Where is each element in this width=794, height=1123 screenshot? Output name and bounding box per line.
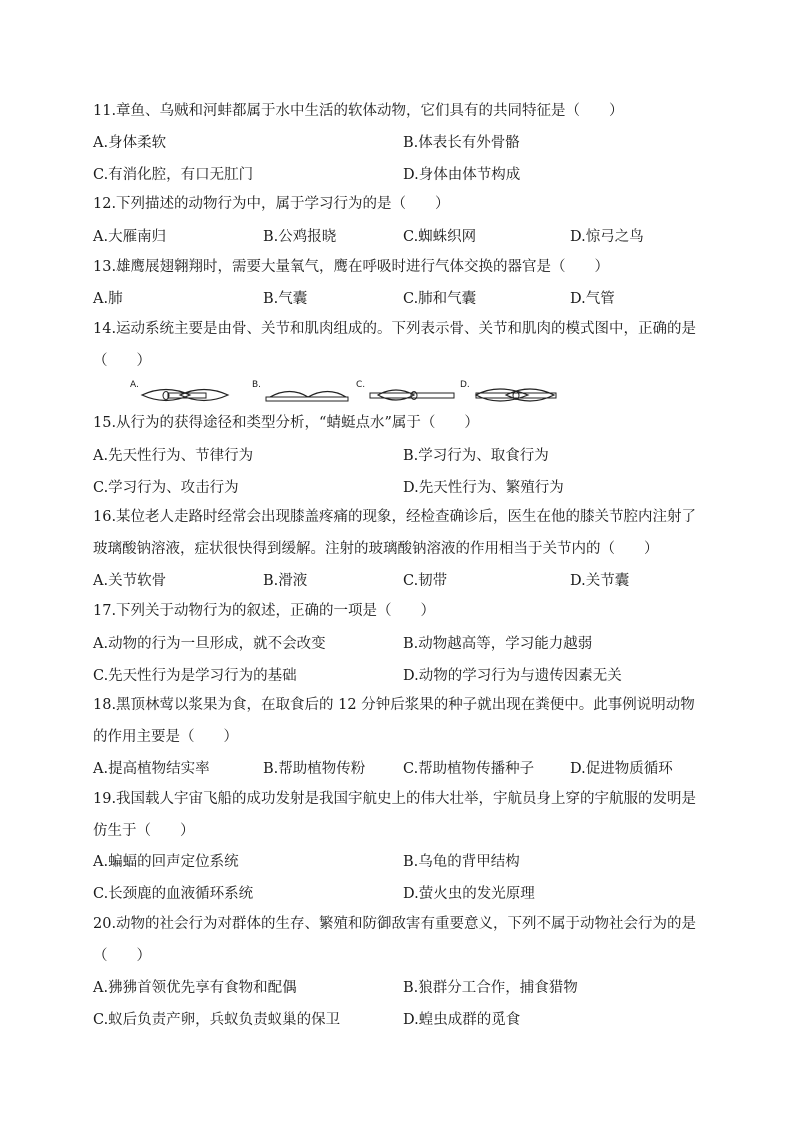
question-20-option-c[interactable]: C.蚁后负责产卵，兵蚁负责蚁巢的保卫 bbox=[93, 1012, 341, 1028]
question-20-options-row-2 bbox=[93, 1004, 713, 1036]
question-11-options-row-2 bbox=[93, 159, 713, 191]
question-13-option-a[interactable]: A.肺 bbox=[93, 291, 123, 307]
question-20-options-row-1 bbox=[93, 972, 713, 1004]
question-20-option-a[interactable]: A.狒狒首领优先享有食物和配偶 bbox=[93, 980, 297, 996]
question-18-option-b[interactable]: B.帮助植物传粉 bbox=[263, 761, 366, 777]
question-14-option-c-figure[interactable] bbox=[356, 380, 456, 410]
question-16-option-b[interactable]: B.滑液 bbox=[263, 573, 308, 589]
question-19-options-row-1 bbox=[93, 846, 713, 878]
question-14-option-c-label: C. bbox=[356, 380, 366, 390]
question-11-option-a[interactable]: A.身体柔软 bbox=[93, 135, 167, 151]
question-13-option-d[interactable]: D.气管 bbox=[570, 291, 615, 307]
question-12-option-d[interactable]: D.惊弓之鸟 bbox=[570, 229, 644, 245]
question-11-option-d[interactable]: D.身体由体节构成 bbox=[403, 167, 521, 183]
question-11-option-b[interactable]: B.体表长有外骨骼 bbox=[403, 135, 520, 151]
question-15-option-a[interactable]: A.先天性行为、节律行为 bbox=[93, 448, 254, 464]
question-17-options-row-1 bbox=[93, 628, 713, 660]
question-15-option-d[interactable]: D.先天性行为、繁殖行为 bbox=[403, 480, 564, 496]
question-12-option-a[interactable]: A.大雁南归 bbox=[93, 229, 167, 245]
question-16-option-d[interactable]: D.关节囊 bbox=[570, 573, 630, 589]
bone-joint-muscle-diagram-icon bbox=[364, 384, 458, 406]
question-17-option-d[interactable]: D.动物的学习行为与遗传因素无关 bbox=[403, 668, 622, 684]
question-16-option-a[interactable]: A.关节软骨 bbox=[93, 573, 167, 589]
question-17-stem: 17.下列关于动物行为的叙述，正确的一项是（ ） bbox=[93, 603, 436, 619]
question-14-option-b-label: B. bbox=[252, 380, 262, 390]
bone-joint-muscle-diagram-icon bbox=[260, 384, 354, 406]
question-15-options-row-2 bbox=[93, 472, 713, 504]
question-12-option-b[interactable]: B.公鸡报晓 bbox=[263, 229, 337, 245]
question-15-stem: 15.从行为的获得途径和类型分析，“蜻蜓点水”属于（ ） bbox=[93, 415, 479, 431]
question-13-options bbox=[93, 283, 713, 315]
bone-joint-muscle-diagram-icon bbox=[138, 384, 232, 406]
question-19-option-d[interactable]: D.萤火虫的发光原理 bbox=[403, 886, 535, 902]
question-16-stem: 16.某位老人走路时经常会出现膝盖疼痛的现象，经检查确诊后，医生在他的膝关节腔内注射了玻璃酸钠溶液，症状很快得到缓解。注射的玻璃酸钠溶液的作用相当于关节内的（ ） bbox=[93, 509, 697, 557]
question-12-option-c[interactable]: C.蜘蛛织网 bbox=[403, 229, 477, 245]
question-11-options-row-1 bbox=[93, 127, 713, 159]
question-18-option-c[interactable]: C.帮助植物传播种子 bbox=[403, 761, 535, 777]
question-14-option-b-figure[interactable] bbox=[252, 380, 352, 410]
question-13-stem: 13.雄鹰展翅翱翔时，需要大量氧气，鹰在呼吸时进行气体交换的器官是（ ） bbox=[93, 259, 610, 275]
question-19-option-c[interactable]: C.长颈鹿的血液循环系统 bbox=[93, 886, 254, 902]
question-17-option-a[interactable]: A.动物的行为一旦形成，就不会改变 bbox=[93, 636, 326, 652]
question-18-option-a[interactable]: A.提高植物结实率 bbox=[93, 761, 210, 777]
question-14-option-a-label: A. bbox=[130, 380, 139, 390]
question-19-option-a[interactable]: A.蝙蝠的回声定位系统 bbox=[93, 854, 239, 870]
question-17-options-row-2 bbox=[93, 660, 713, 692]
question-13-option-b[interactable]: B.气囊 bbox=[263, 291, 308, 307]
question-14-option-d-figure[interactable] bbox=[460, 380, 560, 410]
question-17-option-c[interactable]: C.先天性行为是学习行为的基础 bbox=[93, 668, 297, 684]
question-16-option-c[interactable]: C.韧带 bbox=[403, 573, 448, 589]
question-14-stem: 14.运动系统主要是由骨、关节和肌肉组成的。下列表示骨、关节和肌肉的模式图中，正确的是（ ） bbox=[93, 321, 697, 369]
question-14-option-d-label: D. bbox=[460, 380, 470, 390]
question-12-stem: 12.下列描述的动物行为中，属于学习行为的是（ ） bbox=[93, 196, 450, 212]
question-18-option-d[interactable]: D.促进物质循环 bbox=[570, 761, 673, 777]
question-12-options bbox=[93, 221, 713, 253]
question-15-option-c[interactable]: C.学习行为、攻击行为 bbox=[93, 480, 239, 496]
question-15-options-row-1 bbox=[93, 440, 713, 472]
question-11-stem: 11.章鱼、乌贼和河蚌都属于水中生活的软体动物，它们具有的共同特征是（ ） bbox=[93, 103, 624, 119]
question-14-figure-row bbox=[130, 380, 550, 410]
question-19-stem: 19.我国载人宇宙飞船的成功发射是我国宇航史上的伟大壮举，宇航员身上穿的宇航服的发明是仿生于（ ） bbox=[93, 791, 697, 839]
question-15-option-b[interactable]: B.学习行为、取食行为 bbox=[403, 448, 549, 464]
question-19-options-row-2 bbox=[93, 878, 713, 910]
question-20-option-b[interactable]: B.狼群分工合作，捕食猎物 bbox=[403, 980, 578, 996]
question-18-options bbox=[93, 753, 713, 785]
question-14-option-a-figure[interactable] bbox=[130, 380, 230, 410]
question-17-option-b[interactable]: B.动物越高等，学习能力越弱 bbox=[403, 636, 593, 652]
question-16-options bbox=[93, 565, 713, 597]
question-20-option-d[interactable]: D.蝗虫成群的觅食 bbox=[403, 1012, 521, 1028]
question-11-option-c[interactable]: C.有消化腔，有口无肛门 bbox=[93, 167, 254, 183]
question-18-stem: 18.黑顶林莺以浆果为食，在取食后的 12 分钟后浆果的种子就出现在粪便中。此事例说明动物的作用主要是（ ） bbox=[93, 697, 695, 745]
question-13-option-c[interactable]: C.肺和气囊 bbox=[403, 291, 477, 307]
bone-joint-muscle-diagram-icon bbox=[468, 384, 562, 406]
question-19-option-b[interactable]: B.乌龟的背甲结构 bbox=[403, 854, 520, 870]
question-20-stem: 20.动物的社会行为对群体的生存、繁殖和防御敌害有重要意义，下列不属于动物社会行为的是（ ） bbox=[93, 916, 697, 964]
